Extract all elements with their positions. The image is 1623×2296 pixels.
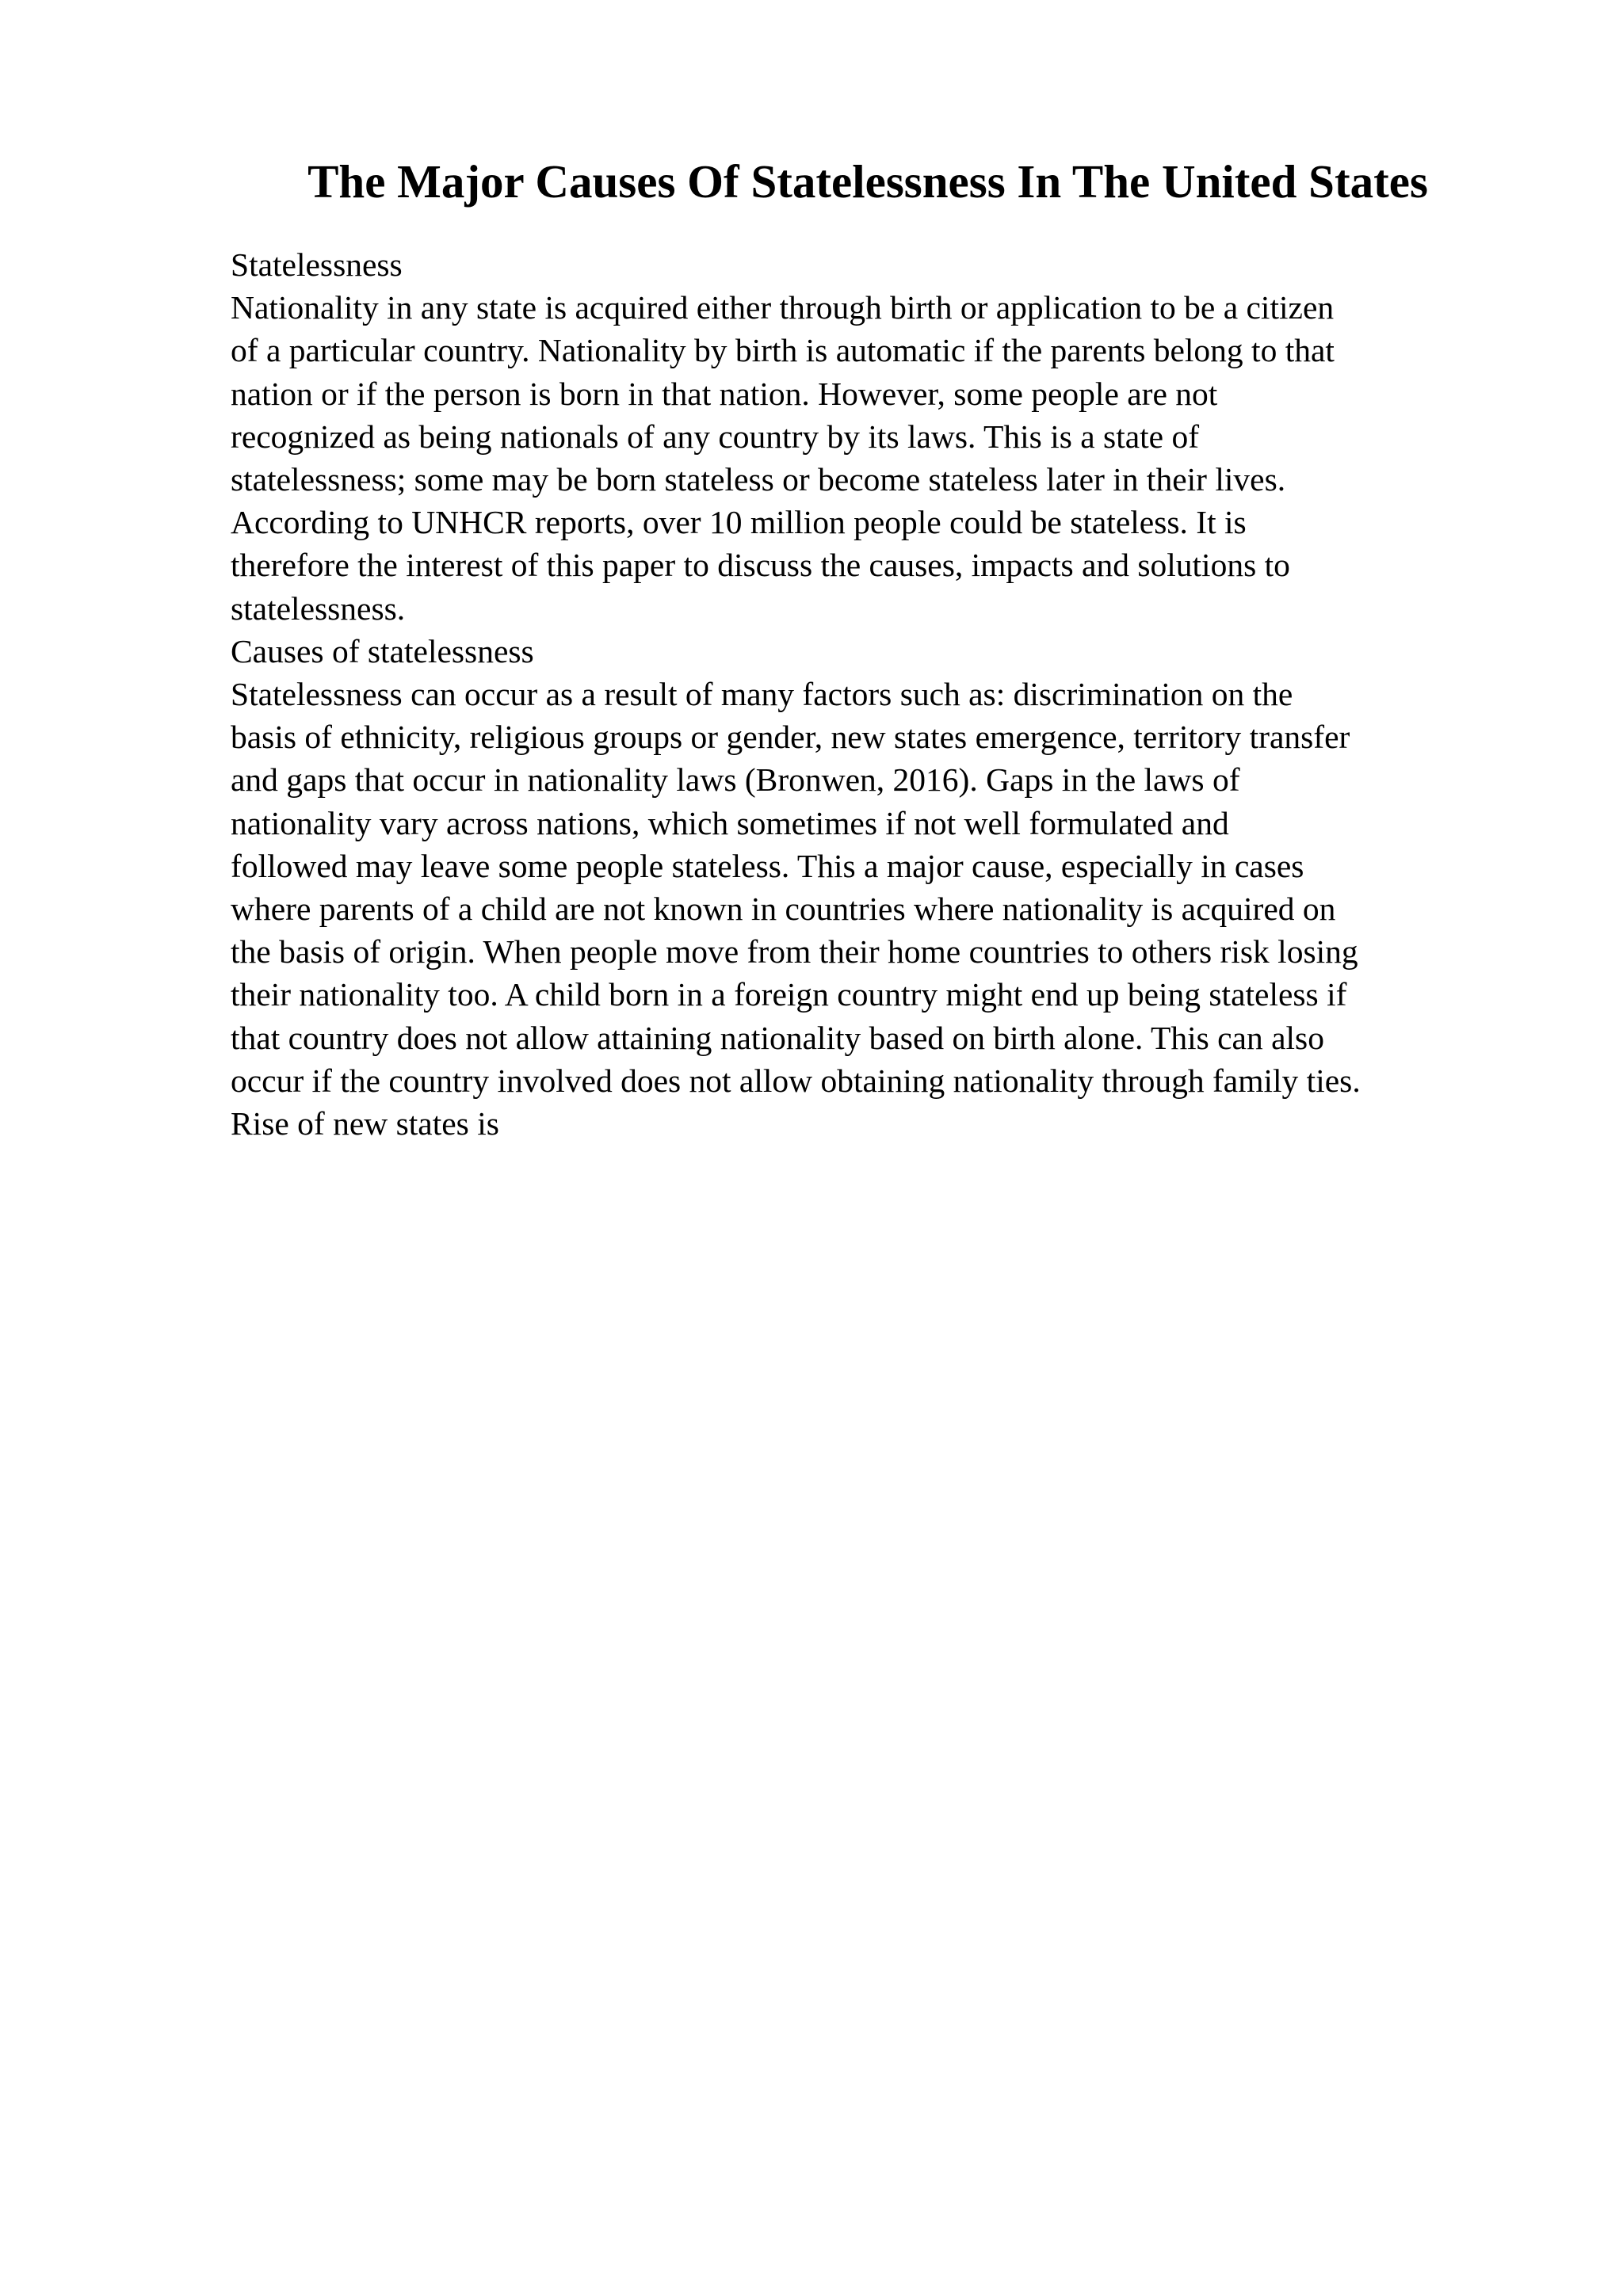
text-line: the basis of origin. When people move from their home countries to others risk losing [231, 933, 1358, 971]
text-line: Nationality in any state is acquired either through birth or application to be a citizen [231, 289, 1335, 326]
text-line: and gaps that occur in nationality laws (Bronwen, 2016). Gaps in the laws of [231, 761, 1240, 799]
document-body [231, 243, 1554, 1145]
section-heading-causes: Causes of statelessness [231, 632, 534, 669]
text-line: nation or if the person is born in that nation. However, some people are not [231, 375, 1218, 412]
text-line: Statelessness can occur as a result of many factors such as: discrimination on the [231, 676, 1293, 713]
text-line: where parents of a child are not known in countries where nationality is acquired on [231, 891, 1336, 928]
text-line: followed may leave some people stateless. This a major cause, especially in cases [231, 847, 1304, 884]
text-line: basis of ethnicity, religious groups or gender, new states emergence, territory transfer [231, 719, 1350, 756]
text-line: According to UNHCR reports, over 10 million people could be stateless. It is [231, 504, 1247, 541]
text-line: Rise of new states is [231, 1105, 499, 1142]
text-line: recognized as being nationals of any country by its laws. This is a state of [231, 418, 1200, 455]
text-line: of a particular country. Nationality by birth is automatic if the parents belong to that [231, 332, 1335, 369]
text-line: statelessness; some may be born stateless or become stateless later in their lives. [231, 461, 1286, 498]
text-line: that country does not allow attaining nationality based on birth alone. This can also [231, 1019, 1324, 1056]
section-heading-statelessness: Statelessness [231, 246, 403, 283]
text-line: statelessness. [231, 589, 406, 627]
document-title: The Major Causes Of Statelessness In The United States [307, 155, 1428, 208]
text-line: occur if the country involved does not allow obtaining nationality through family ties. [231, 1062, 1361, 1099]
text-line: their nationality too. A child born in a foreign country might end up being stateless if [231, 976, 1347, 1013]
text-line: nationality vary across nations, which sometimes if not well formulated and [231, 804, 1229, 841]
text-line: therefore the interest of this paper to discuss the causes, impacts and solutions to [231, 547, 1290, 584]
